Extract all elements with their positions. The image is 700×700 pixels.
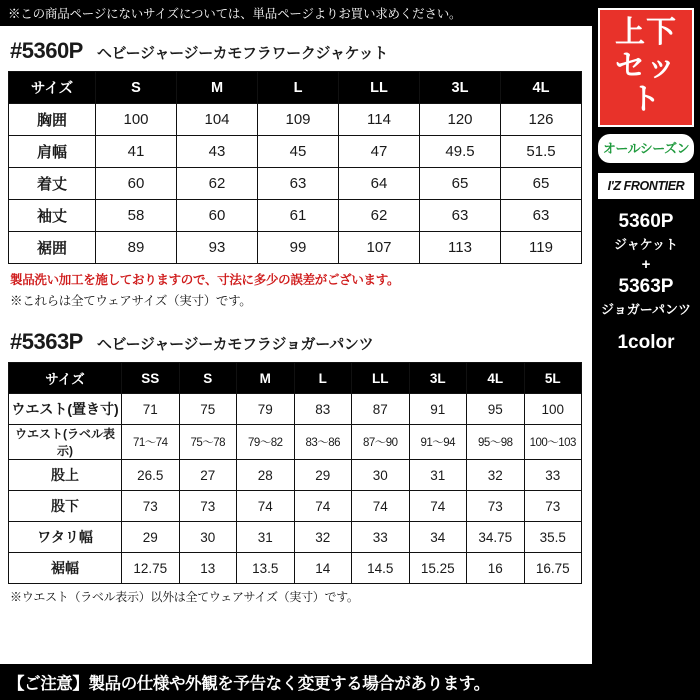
- row-label: 股下: [9, 491, 122, 522]
- table-header-row: [9, 72, 582, 104]
- column-header: M: [237, 363, 295, 394]
- table-cell: 45: [258, 136, 339, 168]
- table-cell: 63: [501, 200, 582, 232]
- table-cell: 107: [339, 232, 420, 264]
- pants-note-measure: ※ウエスト（ラベル表示）以外は全てウェアサイズ（実寸）です。: [10, 590, 359, 604]
- pants-code: #5363P: [10, 329, 83, 354]
- table-cell: 74: [352, 491, 410, 522]
- jacket-size-table: [8, 71, 582, 264]
- brand-logo-text: I'Z FRONTIER: [607, 178, 685, 193]
- table-cell: 62: [339, 200, 420, 232]
- table-cell: 32: [467, 460, 525, 491]
- pants-size-table: [8, 362, 582, 584]
- table-cell: 16.75: [524, 553, 582, 584]
- table-cell: 100～103: [524, 425, 582, 460]
- table-row: [9, 553, 582, 584]
- table-cell: 87～90: [352, 425, 410, 460]
- table-cell: 29: [294, 460, 352, 491]
- table-cell: 31: [237, 522, 295, 553]
- set-badge-line2: セット: [615, 49, 677, 117]
- table-cell: 75: [179, 394, 237, 425]
- table-cell: 28: [237, 460, 295, 491]
- table-cell: 14.5: [352, 553, 410, 584]
- main-content: [0, 26, 590, 605]
- table-cell: 109: [258, 104, 339, 136]
- table-cell: 43: [177, 136, 258, 168]
- column-header: 4L: [501, 72, 582, 104]
- table-cell: 93: [177, 232, 258, 264]
- table-cell: 63: [420, 200, 501, 232]
- table-cell: 16: [467, 553, 525, 584]
- table-row: [9, 168, 582, 200]
- table-cell: 61: [258, 200, 339, 232]
- table-cell: 60: [96, 168, 177, 200]
- table-cell: 64: [339, 168, 420, 200]
- row-label: 着丈: [9, 168, 96, 200]
- table-cell: 41: [96, 136, 177, 168]
- table-cell: 65: [501, 168, 582, 200]
- column-header: SS: [122, 363, 180, 394]
- table-cell: 34.75: [467, 522, 525, 553]
- row-label: ワタリ幅: [9, 522, 122, 553]
- column-header: サイズ: [9, 72, 96, 104]
- jacket-heading: [10, 38, 582, 64]
- table-cell: 95～98: [467, 425, 525, 460]
- jacket-note-measure: ※これらは全てウェアサイズ（実寸）です。: [10, 294, 252, 308]
- table-cell: 74: [237, 491, 295, 522]
- table-cell: 73: [524, 491, 582, 522]
- table-cell: 120: [420, 104, 501, 136]
- column-header: 3L: [409, 363, 467, 394]
- table-cell: 31: [409, 460, 467, 491]
- table-row: [9, 522, 582, 553]
- table-row: [9, 394, 582, 425]
- table-cell: 63: [258, 168, 339, 200]
- column-header: サイズ: [9, 363, 122, 394]
- bottom-caution-bar: [0, 664, 700, 700]
- table-cell: 60: [177, 200, 258, 232]
- table-cell: 73: [179, 491, 237, 522]
- table-cell: 83: [294, 394, 352, 425]
- brand-logo: [598, 173, 694, 199]
- table-cell: 99: [258, 232, 339, 264]
- table-cell: 79: [237, 394, 295, 425]
- table-cell: 12.75: [122, 553, 180, 584]
- table-cell: 87: [352, 394, 410, 425]
- table-row: [9, 136, 582, 168]
- table-cell: 14: [294, 553, 352, 584]
- table-cell: 89: [96, 232, 177, 264]
- table-cell: 73: [467, 491, 525, 522]
- table-cell: 58: [96, 200, 177, 232]
- table-cell: 91～94: [409, 425, 467, 460]
- table-cell: 73: [122, 491, 180, 522]
- table-cell: 71: [122, 394, 180, 425]
- table-cell: 62: [177, 168, 258, 200]
- pants-name: ヘビージャージーカモフラジョガーパンツ: [96, 336, 374, 353]
- row-label: 裾囲: [9, 232, 96, 264]
- table-row: [9, 491, 582, 522]
- banner-pants-label: ジョガーパンツ: [600, 301, 692, 317]
- table-cell: 32: [294, 522, 352, 553]
- table-cell: 27: [179, 460, 237, 491]
- table-cell: 113: [420, 232, 501, 264]
- table-cell: 114: [339, 104, 420, 136]
- table-row: [9, 460, 582, 491]
- table-cell: 119: [501, 232, 582, 264]
- pants-section: [8, 329, 582, 605]
- row-label: 股上: [9, 460, 122, 491]
- table-cell: 83～86: [294, 425, 352, 460]
- column-header: S: [96, 72, 177, 104]
- table-cell: 95: [467, 394, 525, 425]
- jacket-note-washing: 製品洗い加工を施しておりますので、寸法に多少の誤差がございます。: [10, 273, 400, 287]
- table-cell: 29: [122, 522, 180, 553]
- season-badge: [598, 134, 694, 163]
- column-header: 3L: [420, 72, 501, 104]
- table-cell: 34: [409, 522, 467, 553]
- set-badge: [598, 8, 694, 127]
- banner-plus-sign: +: [641, 255, 651, 273]
- table-cell: 47: [339, 136, 420, 168]
- table-row: [9, 232, 582, 264]
- table-cell: 33: [524, 460, 582, 491]
- table-cell: 30: [179, 522, 237, 553]
- table-cell: 100: [524, 394, 582, 425]
- table-row: [9, 104, 582, 136]
- table-row: [9, 200, 582, 232]
- table-header-row: [9, 363, 582, 394]
- top-notice-text: ※この商品ページにないサイズについては、単品ページよりお買い求めください。: [8, 7, 462, 21]
- table-cell: 75～78: [179, 425, 237, 460]
- table-cell: 91: [409, 394, 467, 425]
- banner-color-count: 1color: [617, 331, 675, 353]
- table-cell: 13.5: [237, 553, 295, 584]
- set-badge-line1: 上下: [615, 16, 677, 49]
- row-label: 肩幅: [9, 136, 96, 168]
- table-cell: 30: [352, 460, 410, 491]
- column-header: L: [258, 72, 339, 104]
- banner-jacket-label: ジャケット: [613, 236, 679, 252]
- row-label: 袖丈: [9, 200, 96, 232]
- table-cell: 51.5: [501, 136, 582, 168]
- table-cell: 33: [352, 522, 410, 553]
- table-cell: 49.5: [420, 136, 501, 168]
- season-badge-label: オールシーズン: [602, 140, 690, 156]
- column-header: LL: [352, 363, 410, 394]
- column-header: L: [294, 363, 352, 394]
- table-row: [9, 425, 582, 460]
- table-cell: 74: [294, 491, 352, 522]
- table-cell: 71～74: [122, 425, 180, 460]
- table-cell: 100: [96, 104, 177, 136]
- table-cell: 126: [501, 104, 582, 136]
- row-label: ウエスト(置き寸): [9, 394, 122, 425]
- column-header: M: [177, 72, 258, 104]
- table-cell: 74: [409, 491, 467, 522]
- row-label: 胸囲: [9, 104, 96, 136]
- table-cell: 26.5: [122, 460, 180, 491]
- table-cell: 79～82: [237, 425, 295, 460]
- column-header: 5L: [524, 363, 582, 394]
- table-cell: 13: [179, 553, 237, 584]
- set-promo-banner: [592, 0, 700, 700]
- table-cell: 65: [420, 168, 501, 200]
- column-header: LL: [339, 72, 420, 104]
- table-cell: 35.5: [524, 522, 582, 553]
- banner-pants-code: 5363P: [618, 275, 674, 297]
- column-header: 4L: [467, 363, 525, 394]
- row-label: ウエスト(ラベル表示): [9, 425, 122, 460]
- jacket-code: #5360P: [10, 38, 83, 63]
- row-label: 裾幅: [9, 553, 122, 584]
- table-cell: 104: [177, 104, 258, 136]
- table-cell: 15.25: [409, 553, 467, 584]
- bottom-caution-text: 【ご注意】製品の仕様や外観を予告なく変更する場合があります。: [8, 675, 490, 693]
- jacket-name: ヘビージャージーカモフラワークジャケット: [96, 45, 389, 62]
- column-header: S: [179, 363, 237, 394]
- banner-jacket-code: 5360P: [618, 210, 674, 232]
- pants-heading: [10, 329, 582, 355]
